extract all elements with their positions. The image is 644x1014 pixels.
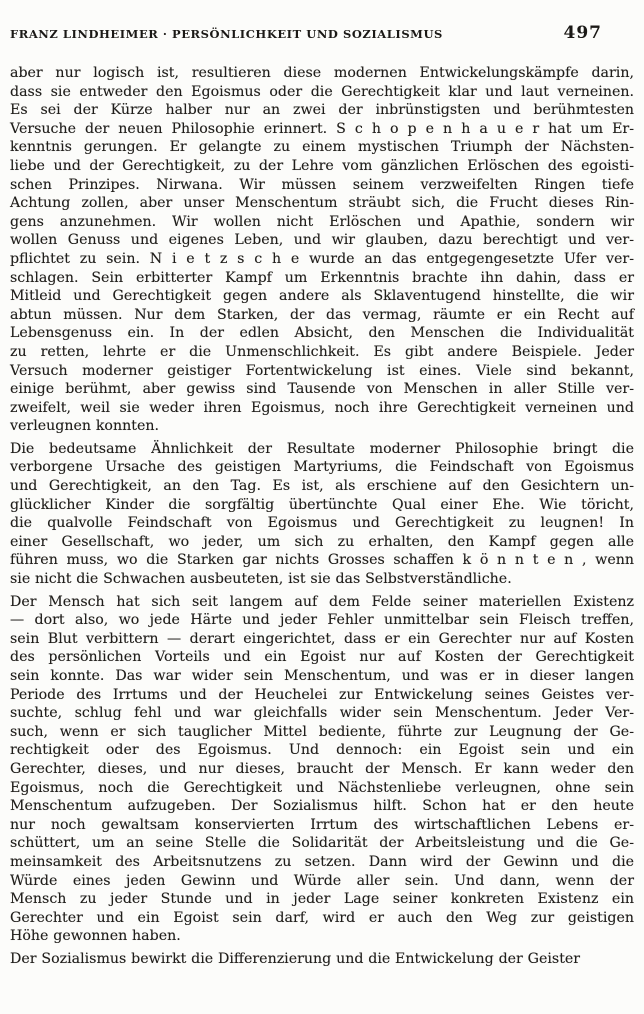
text-line: meinsamkeit des Arbeitsnutzens zu setzen. Dann wird der Gewinn und die	[10, 853, 634, 870]
paragraph	[10, 64, 634, 436]
text-line: sein konnte. Das war wider sein Menschentum, und was er in dieser langen	[10, 668, 634, 684]
text-line: schen Prinzipes. Nirwana. Wir müssen seinem verzweifelten Ringen tiefe	[10, 176, 634, 193]
text-line: sein Blut verbittern — derart eingerichtet, dass er ein Gerechter nur auf Kosten	[10, 630, 634, 647]
text-line: abtun müssen. Nur dem Starken, der das vermag, räumte er ein Recht auf	[10, 306, 634, 323]
text-line: Mensch zu jeder Stunde und in jeder Lage seiner konkreten Existenz ein	[10, 891, 634, 908]
text-line: Würde eines jeden Gewinn und Würde aller sein. Und dann, wenn der	[10, 872, 634, 889]
text-line: führen muss, wo die Starken gar nichts Grosses schaffen k ö n n t e n , wenn	[10, 552, 634, 569]
text-line: aber nur logisch ist, resultieren diese modernen Entwickelungskämpfe darin,	[10, 65, 634, 81]
text-line: Achtung zollen, aber unser Menschentum sträubt sich, die Frucht dieses Rin-	[10, 195, 634, 212]
text-line: Es sei der Kürze halber nur an zwei der inbrünstigsten und berühmtesten	[10, 102, 634, 119]
text-line: und Gerechtigkeit, an den Tag. Es ist, als erschiene auf den Gesichtern un-	[10, 478, 634, 495]
text-column	[0, 64, 644, 969]
text-line: des persönlichen Vorteils und ein Egoist nur auf Kosten der Gerechtigkeit	[10, 649, 634, 666]
text-line: Periode des Irrtums und der Heuchelei zur Entwickelung seines Geistes ver-	[10, 686, 634, 703]
page-header	[0, 0, 644, 43]
text-line: die qualvolle Feindschaft von Egoismus und Gerechtigkeit zu leugnen! In	[10, 515, 634, 532]
text-line: verleugnen konnten.	[10, 418, 159, 435]
text-line: Versuch moderner geistiger Fortentwickelung ist eines. Viele sind bekannt,	[10, 362, 634, 379]
text-line: Höhe gewonnen haben.	[10, 928, 181, 945]
paragraph	[10, 440, 634, 589]
text-line: nur noch gewaltsam konservierten Irrtum des wirtschaftlichen Lebens er-	[10, 816, 634, 833]
paragraph	[10, 950, 634, 969]
text-line: Der Mensch hat sich seit langem auf dem Felde seiner materiellen Existenz	[10, 593, 634, 610]
text-line: zu retten, lehrte er die Unmenschlichkeit. Es gibt andere Beispiele. Jeder	[10, 343, 634, 360]
running-title: FRANZ LINDHEIMER · PERSÖNLICHKEIT UND SOZIALISMUS	[10, 27, 443, 41]
text-line: such, wenn er sich tauglicher Mittel bediente, führte zur Leugnung der Ge-	[10, 723, 634, 740]
text-line: Gerechter, dieses, und nur dieses, braucht der Mensch. Er kann weder den	[10, 760, 634, 777]
text-line: kenntnis gerungen. Er gelangte zu einem mystischen Triumph der Nächsten-	[10, 139, 634, 156]
text-line: einer Gesellschaft, wo jeder, um sich zu erhalten, den Kampf gegen alle	[10, 533, 634, 550]
text-line: zweifelt, weil sie weder ihren Egoismus, noch ihre Gerechtigkeit verneinen und	[10, 399, 634, 416]
text-line: — dort also, wo jede Härte und jeder Fehler unmittelbar sein Fleisch treffen,	[10, 612, 634, 629]
text-line: pflichtet zu sein. N i e t z s c h e wurde an das entgegengesetzte Ufer ver-	[10, 250, 634, 267]
text-line: rechtigkeit oder des Egoismus. Und dennoch: ein Egoist sein und ein	[10, 742, 634, 759]
text-line: einige berühmt, aber gewiss sind Tausende von Menschen in aller Stille ver-	[10, 381, 634, 398]
text-line: Versuche der neuen Philosophie erinnert. S c h o p e n h a u e r hat um Er-	[10, 120, 634, 137]
page-number: 497	[563, 23, 602, 43]
text-line: verborgene Ursache des geistigen Martyriums, die Feindschaft von Egoismus	[10, 459, 634, 476]
text-line: glücklicher Kinder die sorgfältig übertünchte Qual einer Ehe. Wie töricht,	[10, 496, 634, 513]
paragraph	[10, 593, 634, 946]
text-line: dass sie entweder den Egoismus oder die Gerechtigkeit klar und laut verneinen.	[10, 83, 634, 100]
text-line: wollen Genuss und eigenes Leben, und wir glauben, dazu berechtigt und ver-	[10, 232, 634, 249]
text-line: sie nicht die Schwachen ausbeuteten, ist sie das Selbstverständliche.	[10, 571, 512, 588]
text-line: schlagen. Sein erbitterter Kampf um Erkenntnis brachte ihn dahin, dass er	[10, 269, 634, 286]
text-line: Lebensgenuss ein. In der edlen Absicht, den Menschen die Individualität	[10, 325, 634, 342]
text-line: suchte, schlug fehl und war gleichfalls wider sein Menschentum. Jeder Ver-	[10, 705, 634, 722]
text-line: Der Sozialismus bewirkt die Differenzierung und die Entwickelung der Geister	[10, 950, 581, 967]
text-line: Gerechter und ein Egoist sein darf, wird er auch den Weg zur geistigen	[10, 909, 634, 926]
text-line: liebe und der Gerechtigkeit, zu der Lehre vom gänzlichen Erlöschen des egoisti-	[10, 157, 634, 174]
text-line: Die bedeutsame Ähnlichkeit der Resultate moderner Philosophie bringt die	[10, 440, 634, 457]
text-line: Mitleid und Gerechtigkeit gegen andere als Sklaventugend hinstellte, die wir	[10, 288, 634, 305]
text-line: gens anzunehmen. Wir wollen nicht Erlöschen und Apathie, sondern wir	[10, 213, 634, 230]
text-line: schüttert, um an seine Stelle die Solidarität der Arbeitsleistung und die Ge-	[10, 835, 634, 852]
text-line: Egoismus, noch die Gerechtigkeit und Nächstenliebe verleugnen, ohne sein	[10, 779, 634, 796]
text-line: Menschentum aufzugeben. Der Sozialismus hilft. Schon hat er den heute	[10, 798, 634, 815]
